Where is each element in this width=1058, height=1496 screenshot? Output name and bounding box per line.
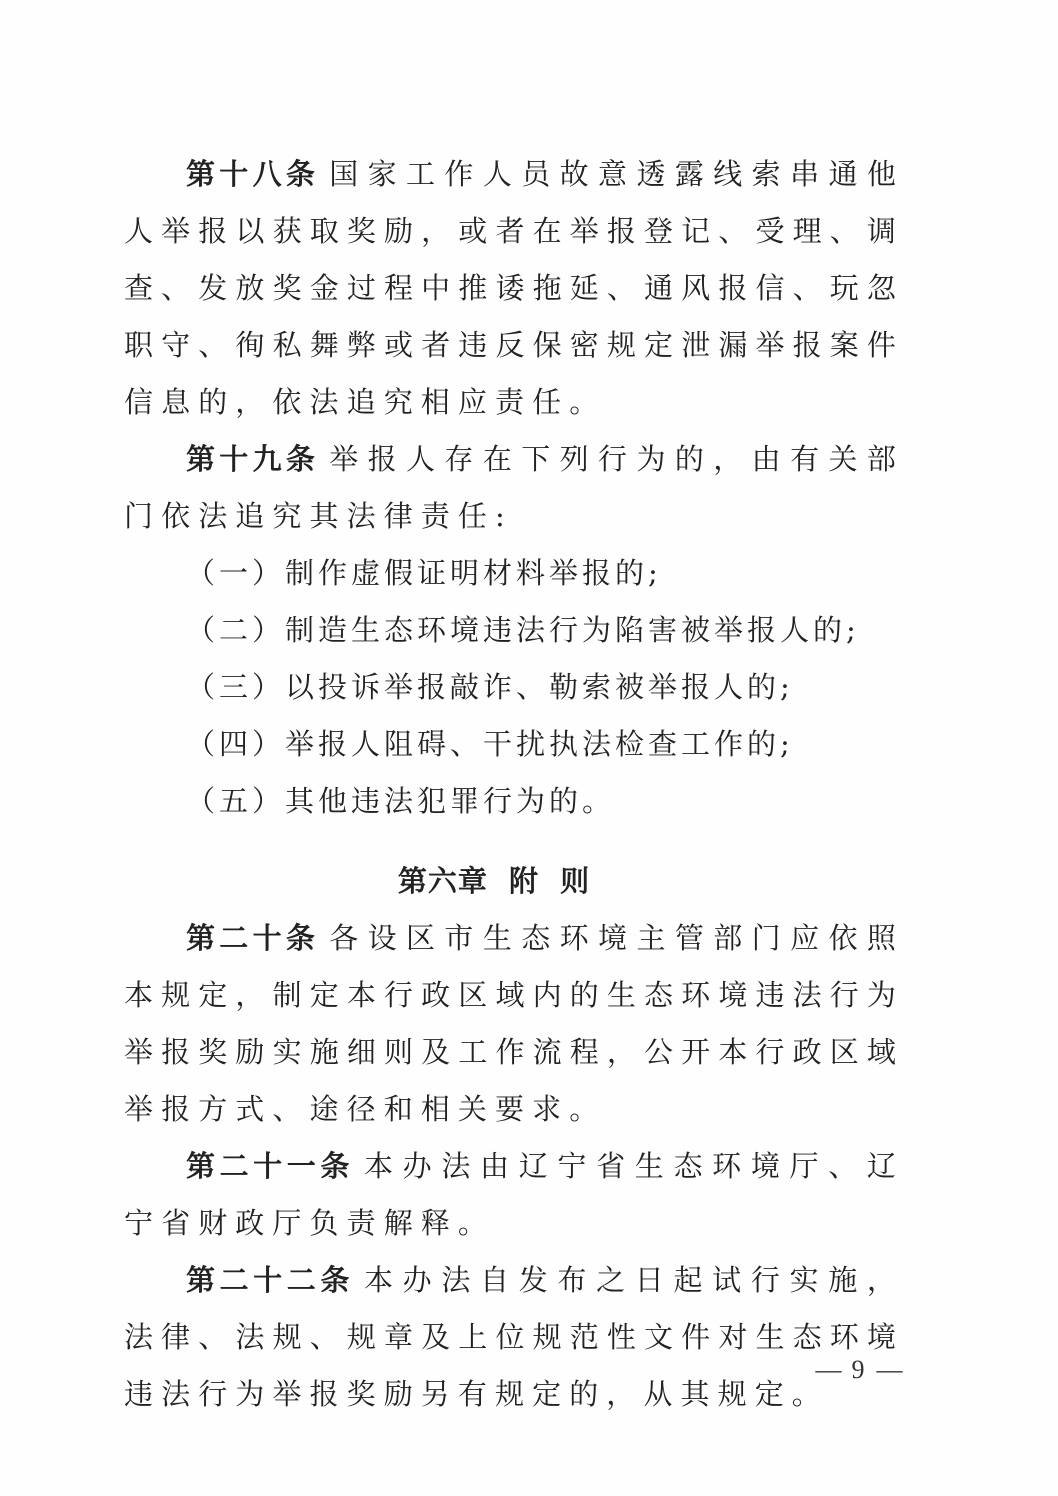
article-22 — [124, 1252, 904, 1423]
article-19 — [124, 431, 904, 545]
article-text: 本办法自发布之日起试行实施，法律、法规、规章及上位规范性文件对生态环境违法行为举报奖励另有规定的，从其规定。 — [124, 1263, 904, 1411]
article-heading: 第十九条 — [186, 442, 320, 476]
article-18 — [124, 146, 904, 431]
article-text: 本办法由辽宁省生态环境厅、辽宁省财政厅负责解释。 — [124, 1149, 904, 1240]
article-heading: 第十八条 — [186, 157, 320, 191]
article-heading: 第二十一条 — [186, 1149, 354, 1183]
list-item: （二）制造生态环境违法行为陷害被举报人的; — [186, 613, 860, 647]
article-heading: 第二十二条 — [186, 1263, 354, 1297]
article-text: 各设区市生态环境主管部门应依照本规定，制定本行政区域内的生态环境违法行为举报奖励实施细则及工作流程，公开本行政区域举报方式、途径和相关要求。 — [124, 921, 904, 1126]
document-body — [124, 146, 904, 1423]
article-text: 举报人存在下列行为的，由有关部门依法追究其法律责任: — [124, 442, 904, 533]
page-number-dash-right: — — [876, 1355, 901, 1384]
page-number-dash-left: — — [815, 1355, 840, 1384]
list-item: （四）举报人阻碍、干扰执法检查工作的; — [186, 727, 794, 761]
article-text: 国家工作人员故意透露线索串通他人举报以获取奖励，或者在举报登记、受理、调查、发放奖金过程中推诿拖延、通风报信、玩忽职守、徇私舞弊或者违反保密规定泄漏举报案件信息的，依法追究相应责任。 — [124, 157, 904, 419]
page-number-value: 9 — [851, 1355, 865, 1384]
list-item: （三）以投诉举报敲诈、勒索被举报人的; — [186, 670, 794, 704]
article-heading: 第二十条 — [186, 921, 320, 955]
list-item: （五）其他违法犯罪行为的。 — [186, 784, 616, 818]
article-20 — [124, 910, 904, 1138]
chapter-title: 第六章 附 则 — [397, 864, 591, 898]
article-21 — [124, 1138, 904, 1252]
page-number — [808, 1352, 908, 1388]
list-item: （一）制作虚假证明材料举报的; — [186, 556, 662, 590]
